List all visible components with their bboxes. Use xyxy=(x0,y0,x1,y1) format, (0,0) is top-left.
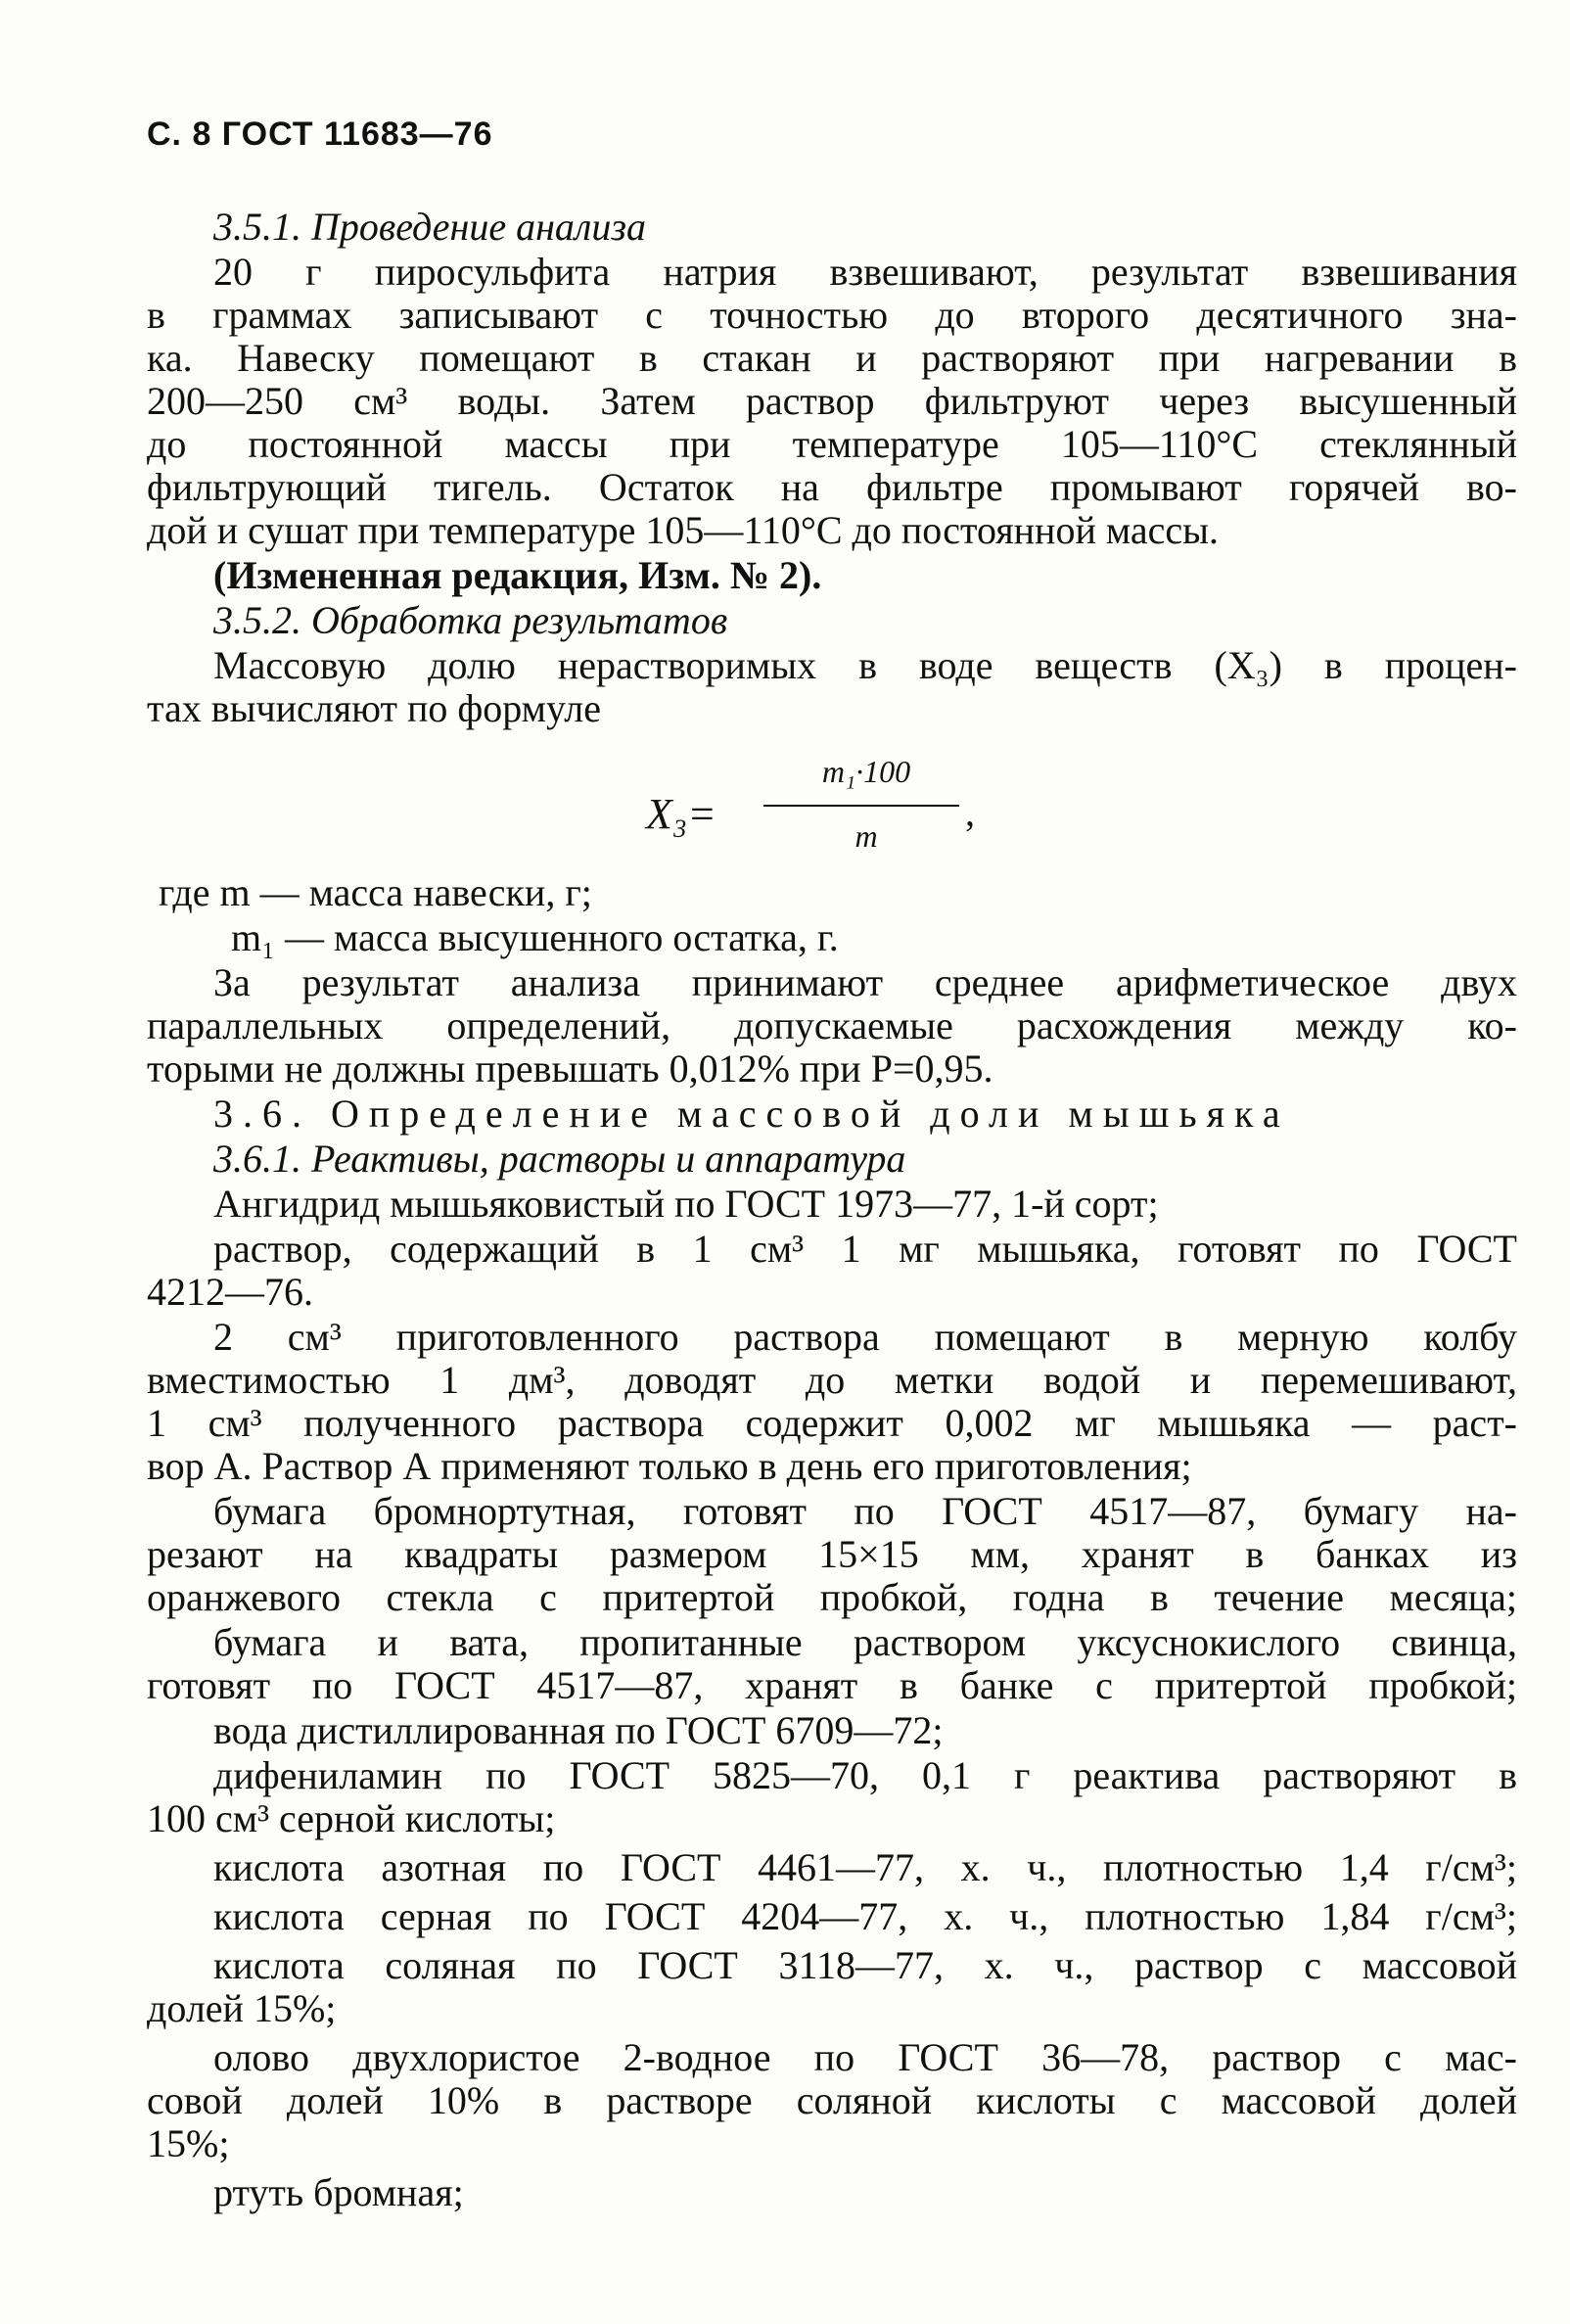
reagent-line: бумага бромнортутная, готовят по ГОСТ 4517—87, бумагу на- xyxy=(213,1489,1517,1533)
fraction-bar xyxy=(763,805,959,807)
reagent-line: 4212—76. xyxy=(147,1270,313,1314)
paragraph-line: тах вычисляют по формуле xyxy=(147,686,601,730)
reagent-line: кислота азотная по ГОСТ 4461—77, х. ч., плотностью 1,4 г/см³; xyxy=(213,1845,1517,1889)
paragraph-line: дой и сушат при температуре 105—110°С до постоянной массы. xyxy=(147,508,1220,552)
reagent-line: бумага и вата, пропитанные раствором уксуснокислого свинца, xyxy=(213,1620,1517,1664)
reagent-line: совой долей 10% в растворе соляной кислоты с массовой долей xyxy=(147,2078,1517,2122)
section-title-3-6-1: 3.6.1. Реактивы, растворы и аппаратура xyxy=(213,1137,906,1181)
section-title-3-5-1: 3.5.1. Проведение анализа xyxy=(213,205,646,249)
reagent-line: олово двухлористое 2-водное по ГОСТ 36—78, раствор с мас- xyxy=(213,2035,1517,2079)
formula-denominator: m xyxy=(854,818,878,854)
paragraph-line: За результат анализа принимают среднее арифметическое двух xyxy=(213,960,1517,1004)
where-line: m₁ — масса высушенного остатка, г. xyxy=(231,915,839,959)
page-header: С. 8 ГОСТ 11683—76 xyxy=(147,116,493,153)
paragraph-line: ка. Навеску помещают в стакан и растворяют при нагревании в xyxy=(147,336,1517,380)
formula-numerator: m₁·100 xyxy=(821,754,911,789)
reagent-line: 2 см³ приготовленного раствора помещают в мерную колбу xyxy=(213,1315,1517,1359)
paragraph-line: параллельных определений, допускаемые расхождения между ко- xyxy=(147,1003,1517,1047)
reagent-line: вода дистиллированная по ГОСТ 6709—72; xyxy=(213,1708,944,1752)
paragraph-line: в граммах записывают с точностью до второго десятичного зна- xyxy=(147,293,1517,337)
paragraph-line: Массовую долю нерастворимых в воде веществ (X₃) в процен- xyxy=(213,643,1517,687)
reagent-line: дифениламин по ГОСТ 5825—70, 0,1 г реактива растворяют в xyxy=(213,1753,1517,1797)
reagent-line: 100 см³ серной кислоты; xyxy=(147,1796,556,1840)
formula-comma: , xyxy=(965,790,975,834)
reagent-line: кислота серная по ГОСТ 4204—77, х. ч., плотностью 1,84 г/см³; xyxy=(213,1894,1517,1938)
amendment-note: (Измененная редакция, Изм. № 2). xyxy=(213,553,822,597)
reagent-line: 15%; xyxy=(147,2121,230,2165)
paragraph-line: 20 г пиросульфита натрия взвешивают, результат взвешивания xyxy=(213,250,1517,294)
paragraph-line: торыми не должны превышать 0,012% при P=0,95. xyxy=(147,1046,993,1091)
reagent-line: Ангидрид мышьяковистый по ГОСТ 1973—77, 1-й сорт; xyxy=(213,1182,1159,1226)
section-title-3-5-2: 3.5.2. Обработка результатов xyxy=(213,598,728,642)
formula-x3 xyxy=(646,754,979,871)
where-line: где m — масса навески, г; xyxy=(159,870,592,914)
reagent-line: раствор, содержащий в 1 см³ 1 мг мышьяка, готовят по ГОСТ xyxy=(213,1227,1517,1271)
reagent-line: вор А. Раствор А применяют только в день его приготовления; xyxy=(147,1444,1192,1488)
reagent-line: вместимостью 1 дм³, доводят до метки водой и перемешивают, xyxy=(147,1358,1517,1402)
reagent-line: кислота соляная по ГОСТ 3118—77, х. ч., раствор с массовой xyxy=(213,1943,1517,1987)
reagent-line: оранжевого стекла с притертой пробкой, годна в течение месяца; xyxy=(147,1575,1517,1619)
reagent-line: долей 15%; xyxy=(147,1986,337,2030)
paragraph-line: 200—250 см³ воды. Затем раствор фильтруют через высушенный xyxy=(147,379,1517,423)
formula-lhs: X₃= xyxy=(646,790,716,838)
reagent-line: резают на квадраты размером 15×15 мм, хранят в банках из xyxy=(147,1532,1517,1576)
reagent-line: ртуть бромная; xyxy=(213,2170,464,2214)
paragraph-line: до постоянной массы при температуре 105—110°С стеклянный xyxy=(147,422,1517,466)
paragraph-line: фильтрующий тигель. Остаток на фильтре промывают горячей во- xyxy=(147,465,1517,509)
reagent-line: 1 см³ полученного раствора содержит 0,002 мг мышьяка — раст- xyxy=(147,1401,1517,1445)
reagent-line: готовят по ГОСТ 4517—87, хранят в банке с притертой пробкой; xyxy=(147,1663,1517,1707)
section-title-3-6: 3.6. Определение массовой доли мышьяка xyxy=(213,1092,1290,1136)
